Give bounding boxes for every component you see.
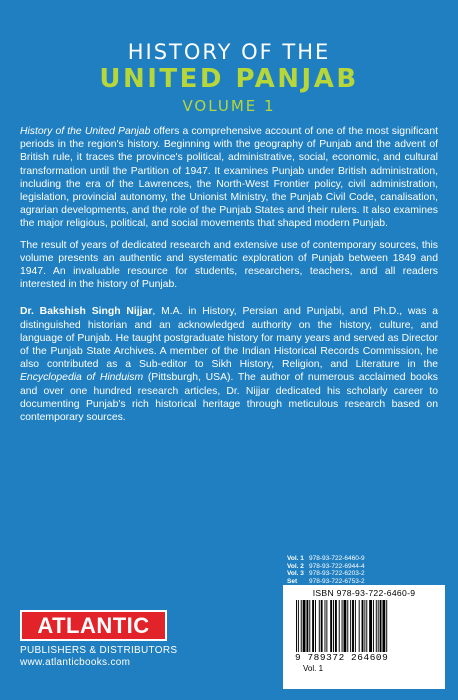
volume-isbn: 978-93-722-6753-2 xyxy=(309,577,365,585)
barcode-bar xyxy=(298,600,299,652)
barcode-bar xyxy=(315,600,316,652)
barcode-bar xyxy=(326,600,327,652)
description-paragraph-1 xyxy=(20,125,438,231)
publisher-logo xyxy=(20,610,167,641)
author-bio-text-2: (Pittsburgh, USA). The author of numerous acclaimed books and over one hundred research articles, Dr. Nijjar dedicated his scholarly career to documenting Punjab's rich historical heritage through meticulous research based on contemporary sources. xyxy=(20,372,438,424)
isbn-barcode xyxy=(283,585,445,689)
author-bio-text-1: , M.A. in History, Persian and Punjabi, and Ph.D., was a distinguished historian and an acknowledged authority on the history, culture, and language of Punjab. He taught postgraduate history for many years and served as Director of the Punjab State Archives. A member of the Indian Historical Records Commission, he also contributed as a Sub-editor to Sikh History, Religion, and Literature in the xyxy=(20,306,438,371)
volume-isbn: 978-93-722-6944-4 xyxy=(309,562,365,570)
barcode-bar xyxy=(369,600,372,652)
author-bio xyxy=(20,305,438,424)
volume-label: Vol. 1 xyxy=(287,555,304,562)
barcode-bar xyxy=(373,600,374,652)
volume-row xyxy=(287,555,447,563)
barcode-bar xyxy=(362,600,364,652)
barcode-bar xyxy=(325,600,326,652)
barcode-bar xyxy=(355,600,356,652)
barcode-bar xyxy=(333,600,334,652)
book-title-italic: History of the United Panjab xyxy=(20,126,151,137)
isbn-text: ISBN 978-93-722-6460-9 xyxy=(312,588,416,598)
barcode-bar xyxy=(350,600,351,652)
barcode-bar xyxy=(376,600,377,652)
barcode-bar xyxy=(312,600,314,652)
barcode-bar xyxy=(335,600,337,652)
barcode-bar xyxy=(382,600,385,652)
title-line-1: HISTORY OF THE xyxy=(127,40,331,64)
title-line-2: UNITED PANJAB xyxy=(99,64,359,94)
barcode-bar xyxy=(347,600,348,652)
volume-isbn: 978-93-722-6203-2 xyxy=(309,570,365,578)
publisher-logo-text: ATLANTIC xyxy=(37,612,150,638)
barcode-bars xyxy=(294,600,434,652)
barcode-digits: 9 789372 264609 xyxy=(295,652,389,663)
barcode-bar xyxy=(330,600,332,652)
volume-isbn: 978-93-722-6460-9 xyxy=(309,555,365,562)
publisher-line: PUBLISHERS & DISTRIBUTORS xyxy=(20,645,178,656)
barcode-bar xyxy=(380,600,382,652)
barcode-bar xyxy=(339,600,340,652)
volume-label: VOLUME 1 xyxy=(182,97,276,115)
barcode-bar xyxy=(296,600,297,652)
barcode-bar xyxy=(301,600,302,652)
barcode-bar xyxy=(344,600,347,652)
barcode-bar xyxy=(303,600,306,652)
volume-label: Vol. 2 xyxy=(287,562,304,570)
barcode-bar xyxy=(352,600,354,652)
description-paragraph-1-text: offers a comprehensive account of one of the most significant periods in the region's history. Beginning with the geography of Punjab and the advent of British rule, it traces the province's political, administrative, social, economic, and cultural transformation until the Partition of 1947. It examines Punjab under British administration, including the era of the Lawrences, the North-West Frontier policy, civil administration, legislation, provincial autonomy, the Unionist Ministry, the Punjab Civil Code, canalisation, agrarian developments, and the role of the Punjab States and their rulers. It also examines the major religious, political, and social movements that shaped modern Punjab. xyxy=(20,126,438,230)
barcode-bar xyxy=(364,600,365,652)
barcode-bar xyxy=(359,600,360,652)
volume-isbn-list xyxy=(287,555,447,585)
barcode-bar xyxy=(366,600,367,652)
barcode-bar xyxy=(378,600,379,652)
barcode-volume: Vol. 1 xyxy=(303,664,324,673)
title-block xyxy=(0,40,458,116)
barcode-bar xyxy=(321,600,323,652)
barcode-bar xyxy=(319,600,320,652)
description-paragraph-2: The result of years of dedicated research and extensive use of contemporary sources, this volume presents an authentic and systematic exploration of Punjab between 1849 and 1947. An invaluable resource for students, researchers, teachers, and all readers interested in the history of Punjab. xyxy=(20,239,438,291)
author-name: Dr. Bakshish Singh Nijjar xyxy=(20,306,153,318)
publisher-info xyxy=(20,645,177,669)
volume-label: Set xyxy=(287,577,298,585)
volume-label: Vol. 3 xyxy=(287,570,304,578)
blurb xyxy=(20,125,438,432)
barcode-bar xyxy=(309,600,310,652)
barcode-bar xyxy=(306,600,308,652)
publisher-website: www.atlanticbooks.com xyxy=(20,657,131,668)
barcode-bar xyxy=(386,600,387,652)
volume-row xyxy=(287,570,447,578)
volume-row xyxy=(287,563,447,571)
barcode-bar xyxy=(342,600,343,652)
encyclopedia-title: Encyclopedia of Hinduism xyxy=(20,372,144,384)
